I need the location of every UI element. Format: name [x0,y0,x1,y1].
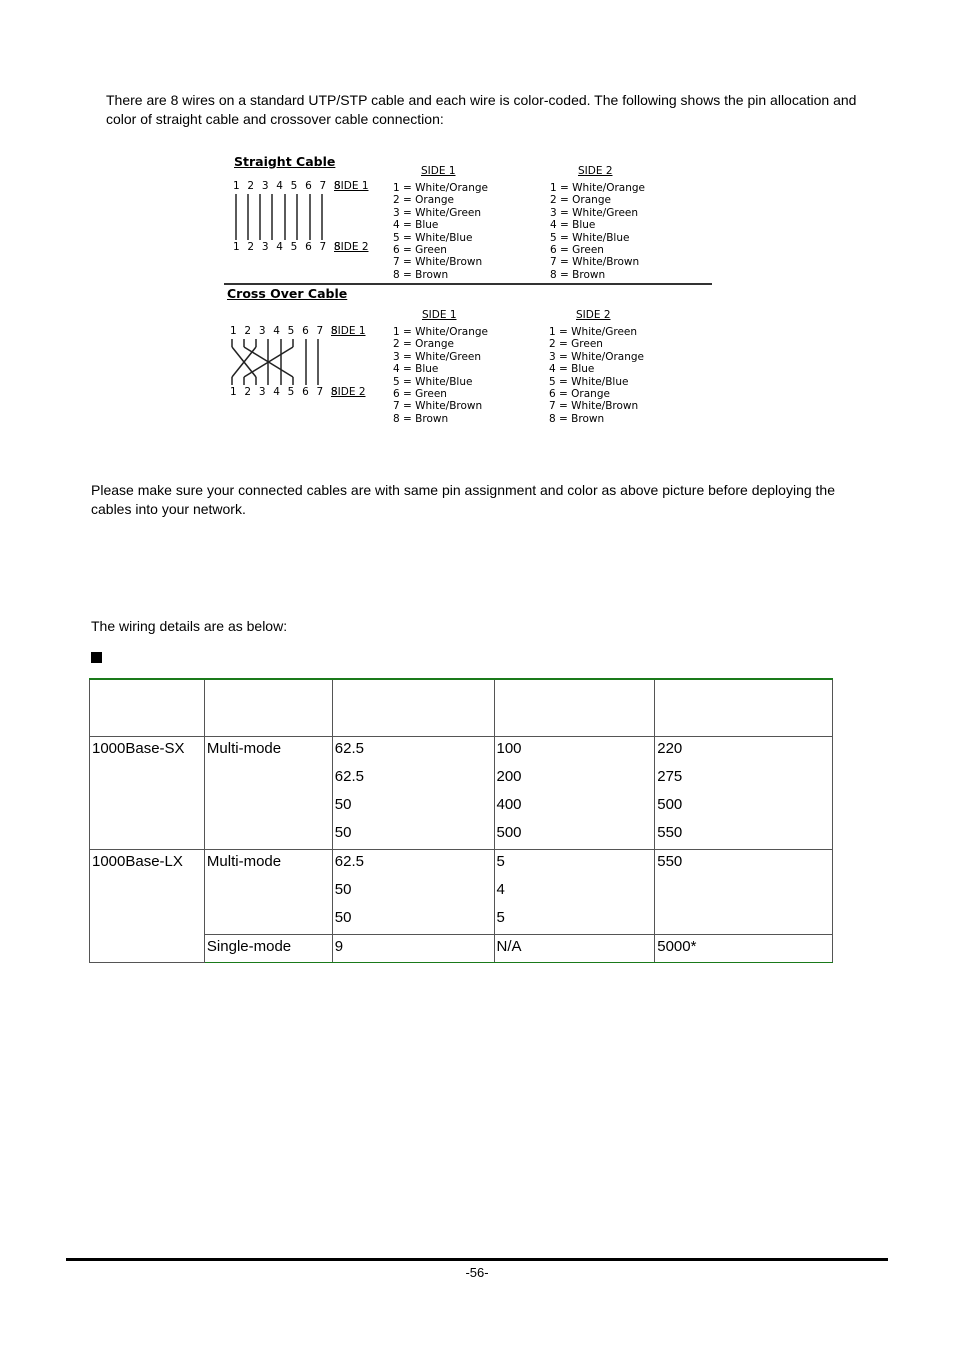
mode-cell: Single-mode [204,935,332,963]
header-cell [90,679,205,737]
straight-wires-graphic [232,192,332,242]
square-bullet-icon [91,652,102,663]
fiber-spec-table [89,678,833,963]
table-row [90,737,833,850]
straight-side1-label: SIDE 1 [334,180,369,192]
straight-col1-header: SIDE 1 [421,165,456,177]
distance-cell: 220 275 500 550 [655,737,833,850]
straight-col2-list: 1 = White/Orange 2 = Orange 3 = White/Green 4 = Blue 5 = White/Blue 6 = Green 7 = White/Brown 8 = Brown [550,182,646,281]
crossover-wires-graphic [228,337,328,387]
crossover-col2-header: SIDE 2 [576,309,611,321]
standard-cell: 1000Base-SX [90,737,205,850]
header-cell [204,679,332,737]
straight-col2-header: SIDE 2 [578,165,613,177]
crossover-col1-list: 1 = White/Orange 2 = Orange 3 = White/Green 4 = Blue 5 = White/Blue 6 = Green 7 = White/Brown 8 = Brown [393,326,489,425]
wiring-intro: The wiring details are as below: [91,618,288,634]
footer-rule [66,1258,888,1261]
distance-cell: 550 [655,850,833,935]
header-cell [332,679,494,737]
straight-side2-label: SIDE 2 [334,241,369,253]
crossover-side1-label: SIDE 1 [331,325,366,337]
crossover-col1-header: SIDE 1 [422,309,457,321]
cable-pin-diagram [222,152,712,428]
diameter-cell: 62.5 50 50 [332,850,494,935]
bandwidth-cell: 100 200 400 500 [494,737,655,850]
crossover-cable-title: Cross Over Cable [227,286,348,301]
standard-cell: 1000Base-LX [90,850,205,963]
diameter-cell: 62.5 62.5 50 50 [332,737,494,850]
page-number: -56- [465,1265,489,1280]
table-header-row [90,679,833,737]
diagram-divider [224,283,712,285]
mode-cell: Multi-mode [204,850,332,935]
distance-cell: 5000* [655,935,833,963]
crossover-pins-top: 1 2 3 4 5 6 7 8 [230,325,340,337]
crossover-pins-bottom: 1 2 3 4 5 6 7 8 [230,386,340,398]
intro-paragraph: There are 8 wires on a standard UTP/STP cable and each wire is color-coded. The following shows the pin allocation and color of straight cable and crossover cable connection: [106,92,857,127]
bandwidth-cell: 5 4 5 [494,850,655,935]
mode-cell: Multi-mode [204,737,332,850]
header-cell [655,679,833,737]
straight-cable-title: Straight Cable [234,154,336,169]
pin-assignment-note: Please make sure your connected cables are with same pin assignment and color as above picture before deploying the cables into your network. [91,482,835,517]
straight-col1-list: 1 = White/Orange 2 = Orange 3 = White/Green 4 = Blue 5 = White/Blue 6 = Green 7 = White/Brown 8 = Brown [393,182,489,281]
crossover-col2-list: 1 = White/Green 2 = Green 3 = White/Orange 4 = Blue 5 = White/Blue 6 = Orange 7 = White/Brown 8 = Brown [549,326,645,425]
table-row [90,850,833,935]
diameter-cell: 9 [332,935,494,963]
straight-pins-bottom: 1 2 3 4 5 6 7 8 [233,241,343,253]
straight-pins-top: 1 2 3 4 5 6 7 8 [233,180,343,192]
header-cell [494,679,655,737]
crossover-side2-label: SIDE 2 [331,386,366,398]
bandwidth-cell: N/A [494,935,655,963]
